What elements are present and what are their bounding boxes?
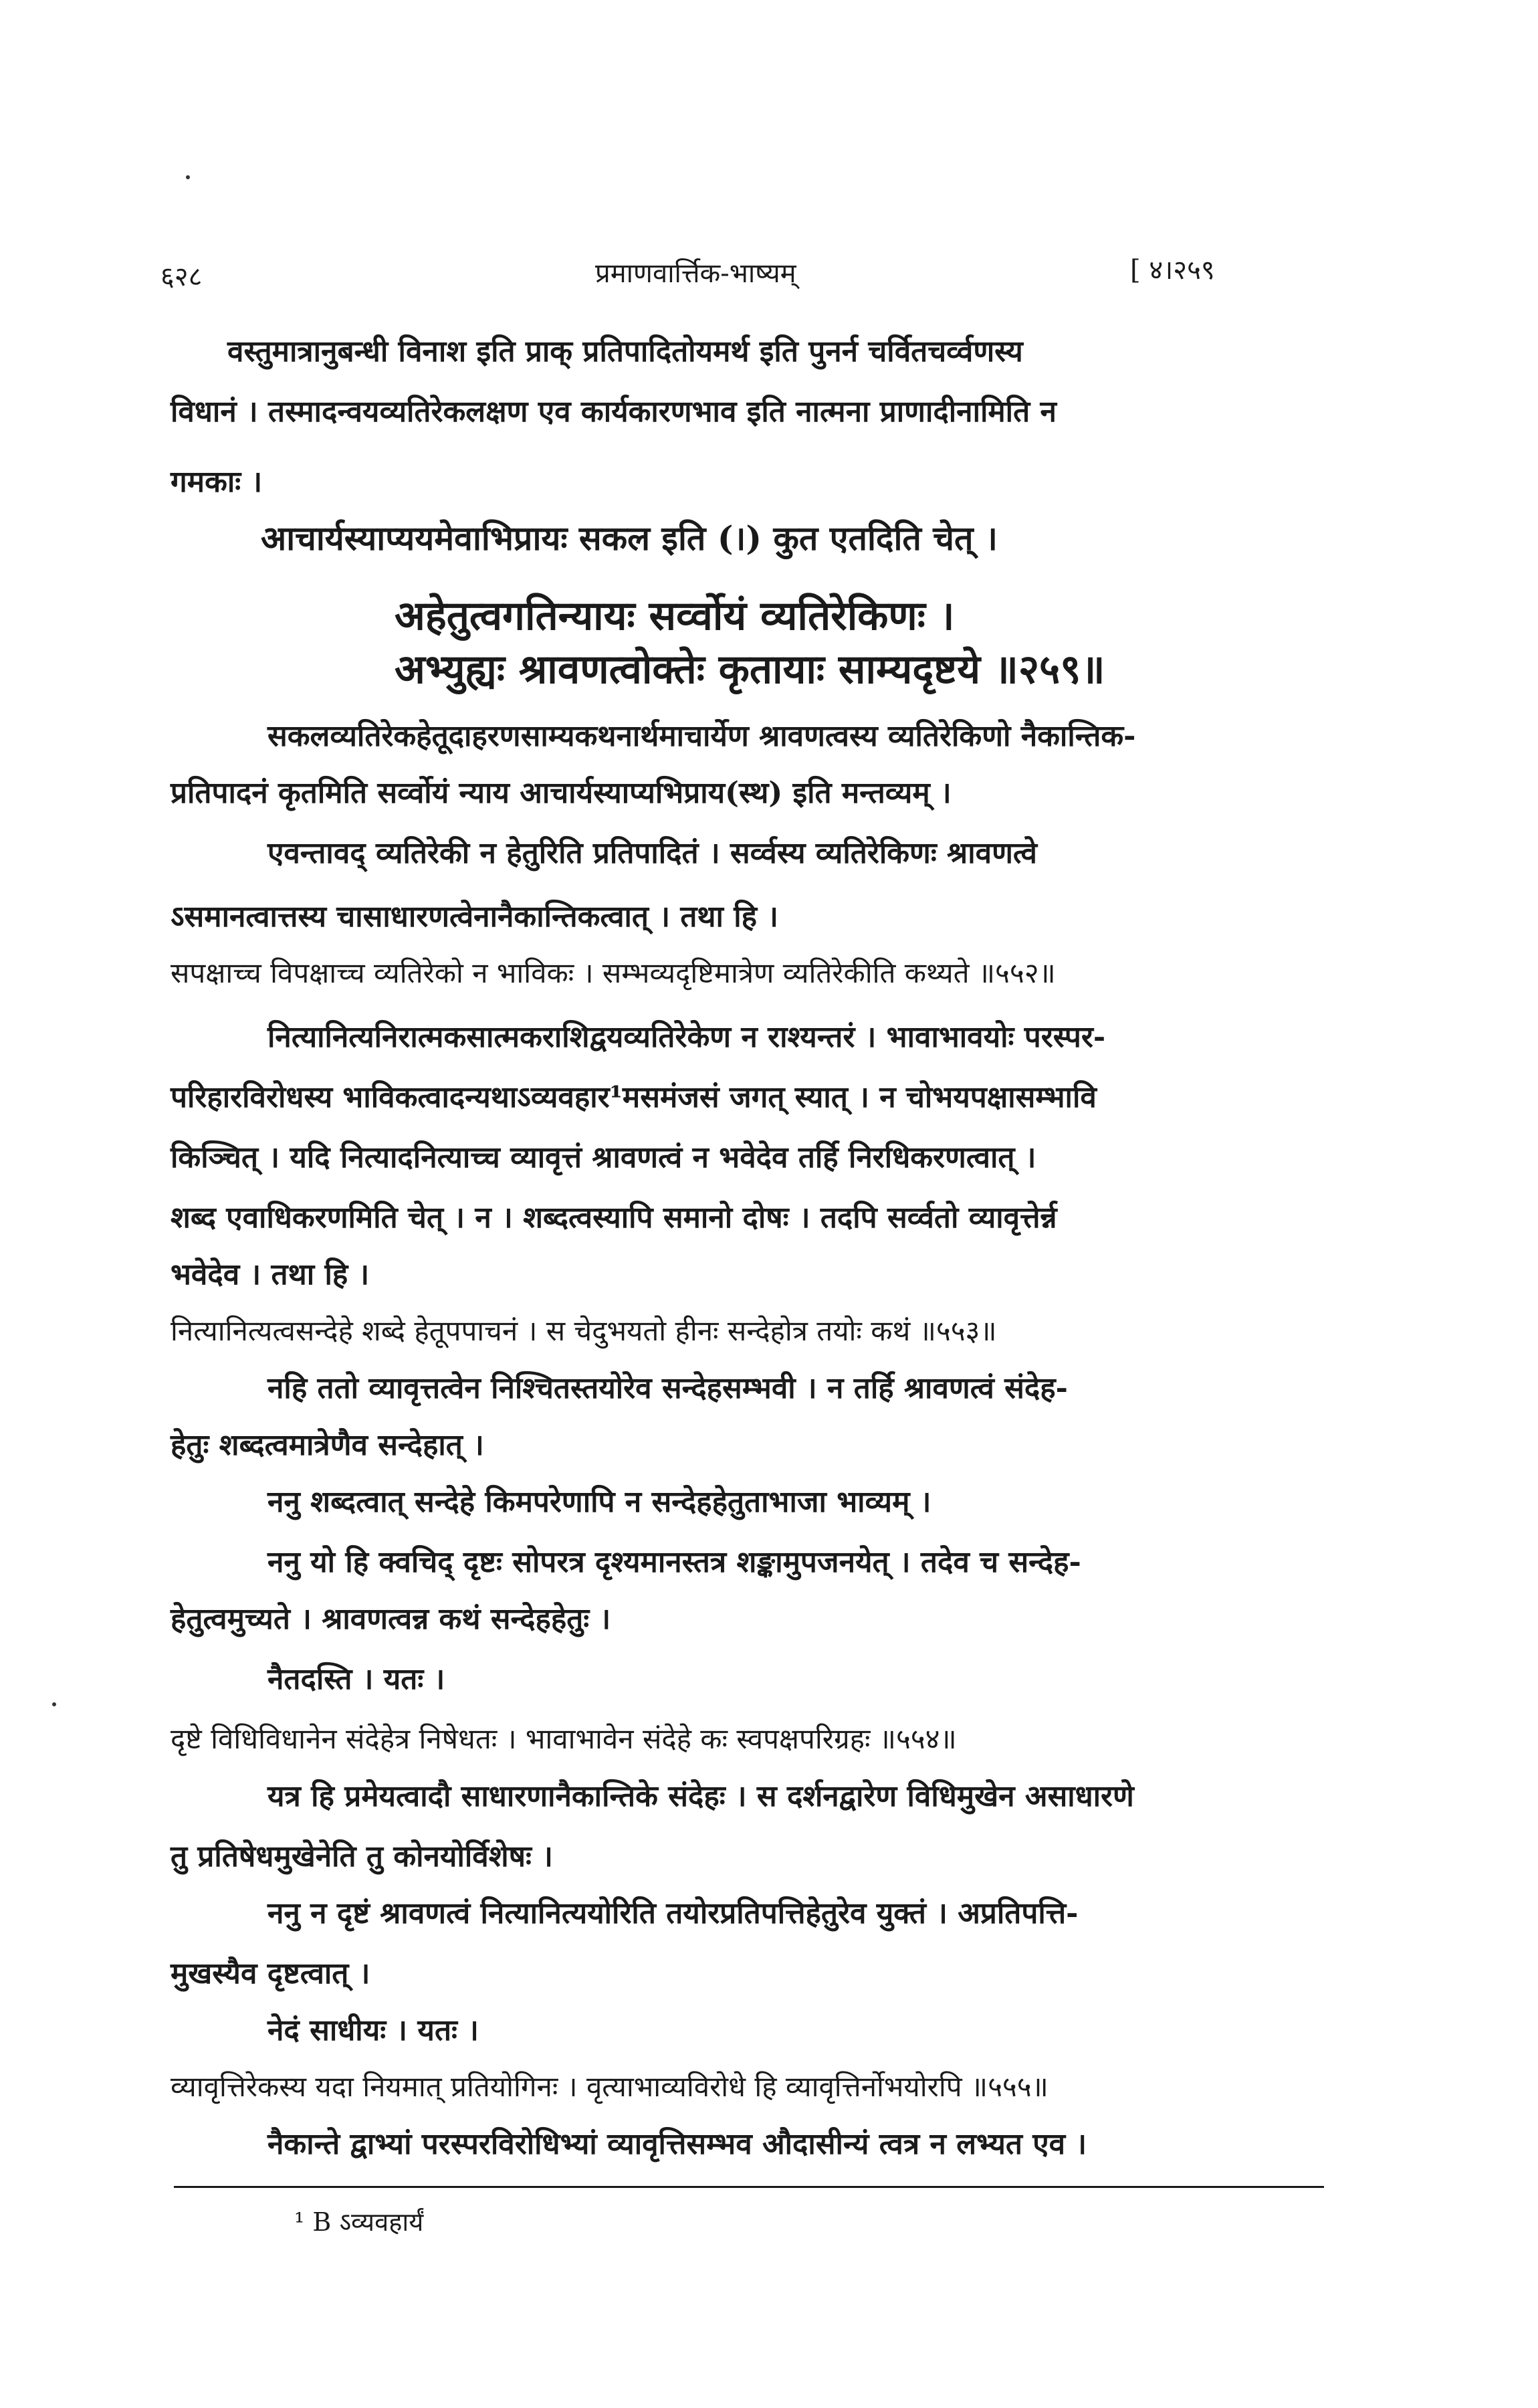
text-line: हेतुत्वमुच्यते । श्रावणत्वन्न कथं सन्देहहेतुः ।: [171, 1602, 611, 1636]
text-line: आचार्यस्याप्ययमेवाभिप्रायः सकल इति (।) कुत एतदिति चेत् ।: [261, 518, 998, 558]
page-number: ६२८: [160, 262, 203, 292]
text-line: नहि ततो व्यावृत्तत्वेन निश्चितस्तयोरेव सन्देहसम्भवी । न तर्हि श्रावणत्वं संदेह-: [267, 1371, 1068, 1405]
text-line: नैतदस्ति । यतः ।: [267, 1662, 445, 1696]
section-marker: [ ४।२५९: [1130, 255, 1215, 286]
text-line: विधानं । तस्मादन्वयव्यतिरेकलक्षण एव कार्यकारणभाव इति नात्मना प्राणादीनामिति न: [171, 395, 1057, 429]
sloka-line: व्यावृत्तिरेकस्य यदा नियमात् प्रतियोगिनः । वृत्याभाव्यविरोधे हि व्यावृत्तिर्नोभयोरपि ॥५५५॥: [171, 2070, 1049, 2103]
scan-speck: [186, 175, 190, 179]
karika-line: अभ्युह्यः श्रावणत्वोक्तेः कृतायाः साम्यदृष्टये ॥२५९॥: [395, 646, 1105, 693]
karika-line: अहेतुत्वगतिन्यायः सर्व्वोयं व्यतिरेकिणः ।: [395, 593, 955, 639]
running-title: प्रमाणवार्त्तिक-भाष्यम्: [595, 258, 796, 289]
text-line: नेदं साधीयः । यतः ।: [267, 2013, 479, 2047]
text-line: ननु यो हि क्वचिद् दृष्टः सोपरत्र दृश्यमानस्तत्र शङ्कामुपजनयेत् । तदेव च सन्देह-: [267, 1545, 1081, 1579]
text-line: एवन्तावद् व्यतिरेकी न हेतुरिति प्रतिपादितं । सर्व्वस्य व्यतिरेकिणः श्रावणत्वे: [267, 836, 1038, 870]
sloka-line: सपक्षाच्च विपक्षाच्च व्यतिरेको न भाविकः । सम्भव्यदृष्टिमात्रेण व्यतिरेकीति कथ्यते ॥५५२॥: [171, 957, 1056, 989]
text-line: ननु न दृष्टं श्रावणत्वं नित्यानित्ययोरिति तयोरप्रतिपत्तिहेतुरेव युक्तं । अप्रतिपत्ति-: [267, 1896, 1079, 1930]
sloka-line: नित्यानित्यत्वसन्देहे शब्दे हेतूपपाचनं । स चेदुभयतो हीनः सन्देहोत्र तयोः कथं ॥५५३॥: [171, 1314, 997, 1347]
text-line: तु प्रतिषेधमुखेनेति तु कोनयोर्विशेषः ।: [171, 1839, 553, 1874]
text-line: नैकान्ते द्वाभ्यां परस्परविरोधिभ्यां व्यावृत्तिसम्भव औदासीन्यं त्वत्र न लभ्यत एव ।: [267, 2127, 1087, 2161]
text-line: हेतुः शब्दत्वमात्रेणैव सन्देहात् ।: [171, 1428, 484, 1462]
text-line: प्रतिपादनं कृतमिति सर्व्वोयं न्याय आचार्यस्याप्यभिप्राय(स्थ) इति मन्तव्यम् ।: [171, 776, 952, 810]
text-line: परिहारविरोधस्य भाविकत्वादन्यथाऽव्यवहार¹मसमंजसं जगत् स्यात् । न चोभयपक्षासम्भावि: [171, 1080, 1097, 1114]
text-line: वस्तुमात्रानुबन्धी विनाश इति प्राक् प्रतिपादितोयमर्थ इति पुनर्न चर्वितचर्व्वणस्य: [227, 334, 1023, 369]
footnote-rule: [174, 2186, 1324, 2188]
scan-speck: [52, 1702, 56, 1706]
text-line: ननु शब्दत्वात् सन्देहे किमपरेणापि न सन्देहहेतुताभाजा भाव्यम् ।: [267, 1485, 931, 1519]
text-line: यत्र हि प्रमेयत्वादौ साधारणानैकान्तिके संदेहः । स दर्शनद्वारेण विधिमुखेन असाधारणे: [267, 1779, 1134, 1813]
sloka-line: दृष्टे विधिविधानेन संदेहेत्र निषेधतः । भावाभावेन संदेहे कः स्वपक्षपरिग्रहः ॥५५४॥: [171, 1722, 957, 1755]
text-line: शब्द एवाधिकरणमिति चेत् । न । शब्दत्वस्यापि समानो दोषः । तदपि सर्व्वतो व्यावृत्तेर्न्न: [171, 1201, 1057, 1235]
text-line: सकलव्यतिरेकहेतूदाहरणसाम्यकथनार्थमाचार्येण श्रावणत्वस्य व्यतिरेकिणो नैकान्तिक-: [267, 719, 1136, 753]
text-line: मुखस्यैव दृष्टत्वात् ।: [171, 1956, 370, 1991]
text-line: ऽसमानत्वात्तस्य चासाधारणत्वेनानैकान्तिकत्वात् । तथा हि ।: [171, 900, 778, 934]
text-line: किञ्चित् । यदि नित्यादनित्याच्च व्यावृत्तं श्रावणत्वं न भवेदेव तर्हि निरधिकरणत्वात् ।: [171, 1140, 1036, 1175]
footnote: ¹ B ऽव्यवहार्यं: [294, 2207, 424, 2237]
text-line: नित्यानित्यनिरात्मकसात्मकराशिद्वयव्यतिरेकेण न राश्यन्तरं । भावाभावयोः परस्पर-: [267, 1020, 1106, 1054]
text-line: भवेदेव । तथा हि ।: [171, 1258, 370, 1292]
text-line: गमकाः ।: [171, 465, 263, 499]
